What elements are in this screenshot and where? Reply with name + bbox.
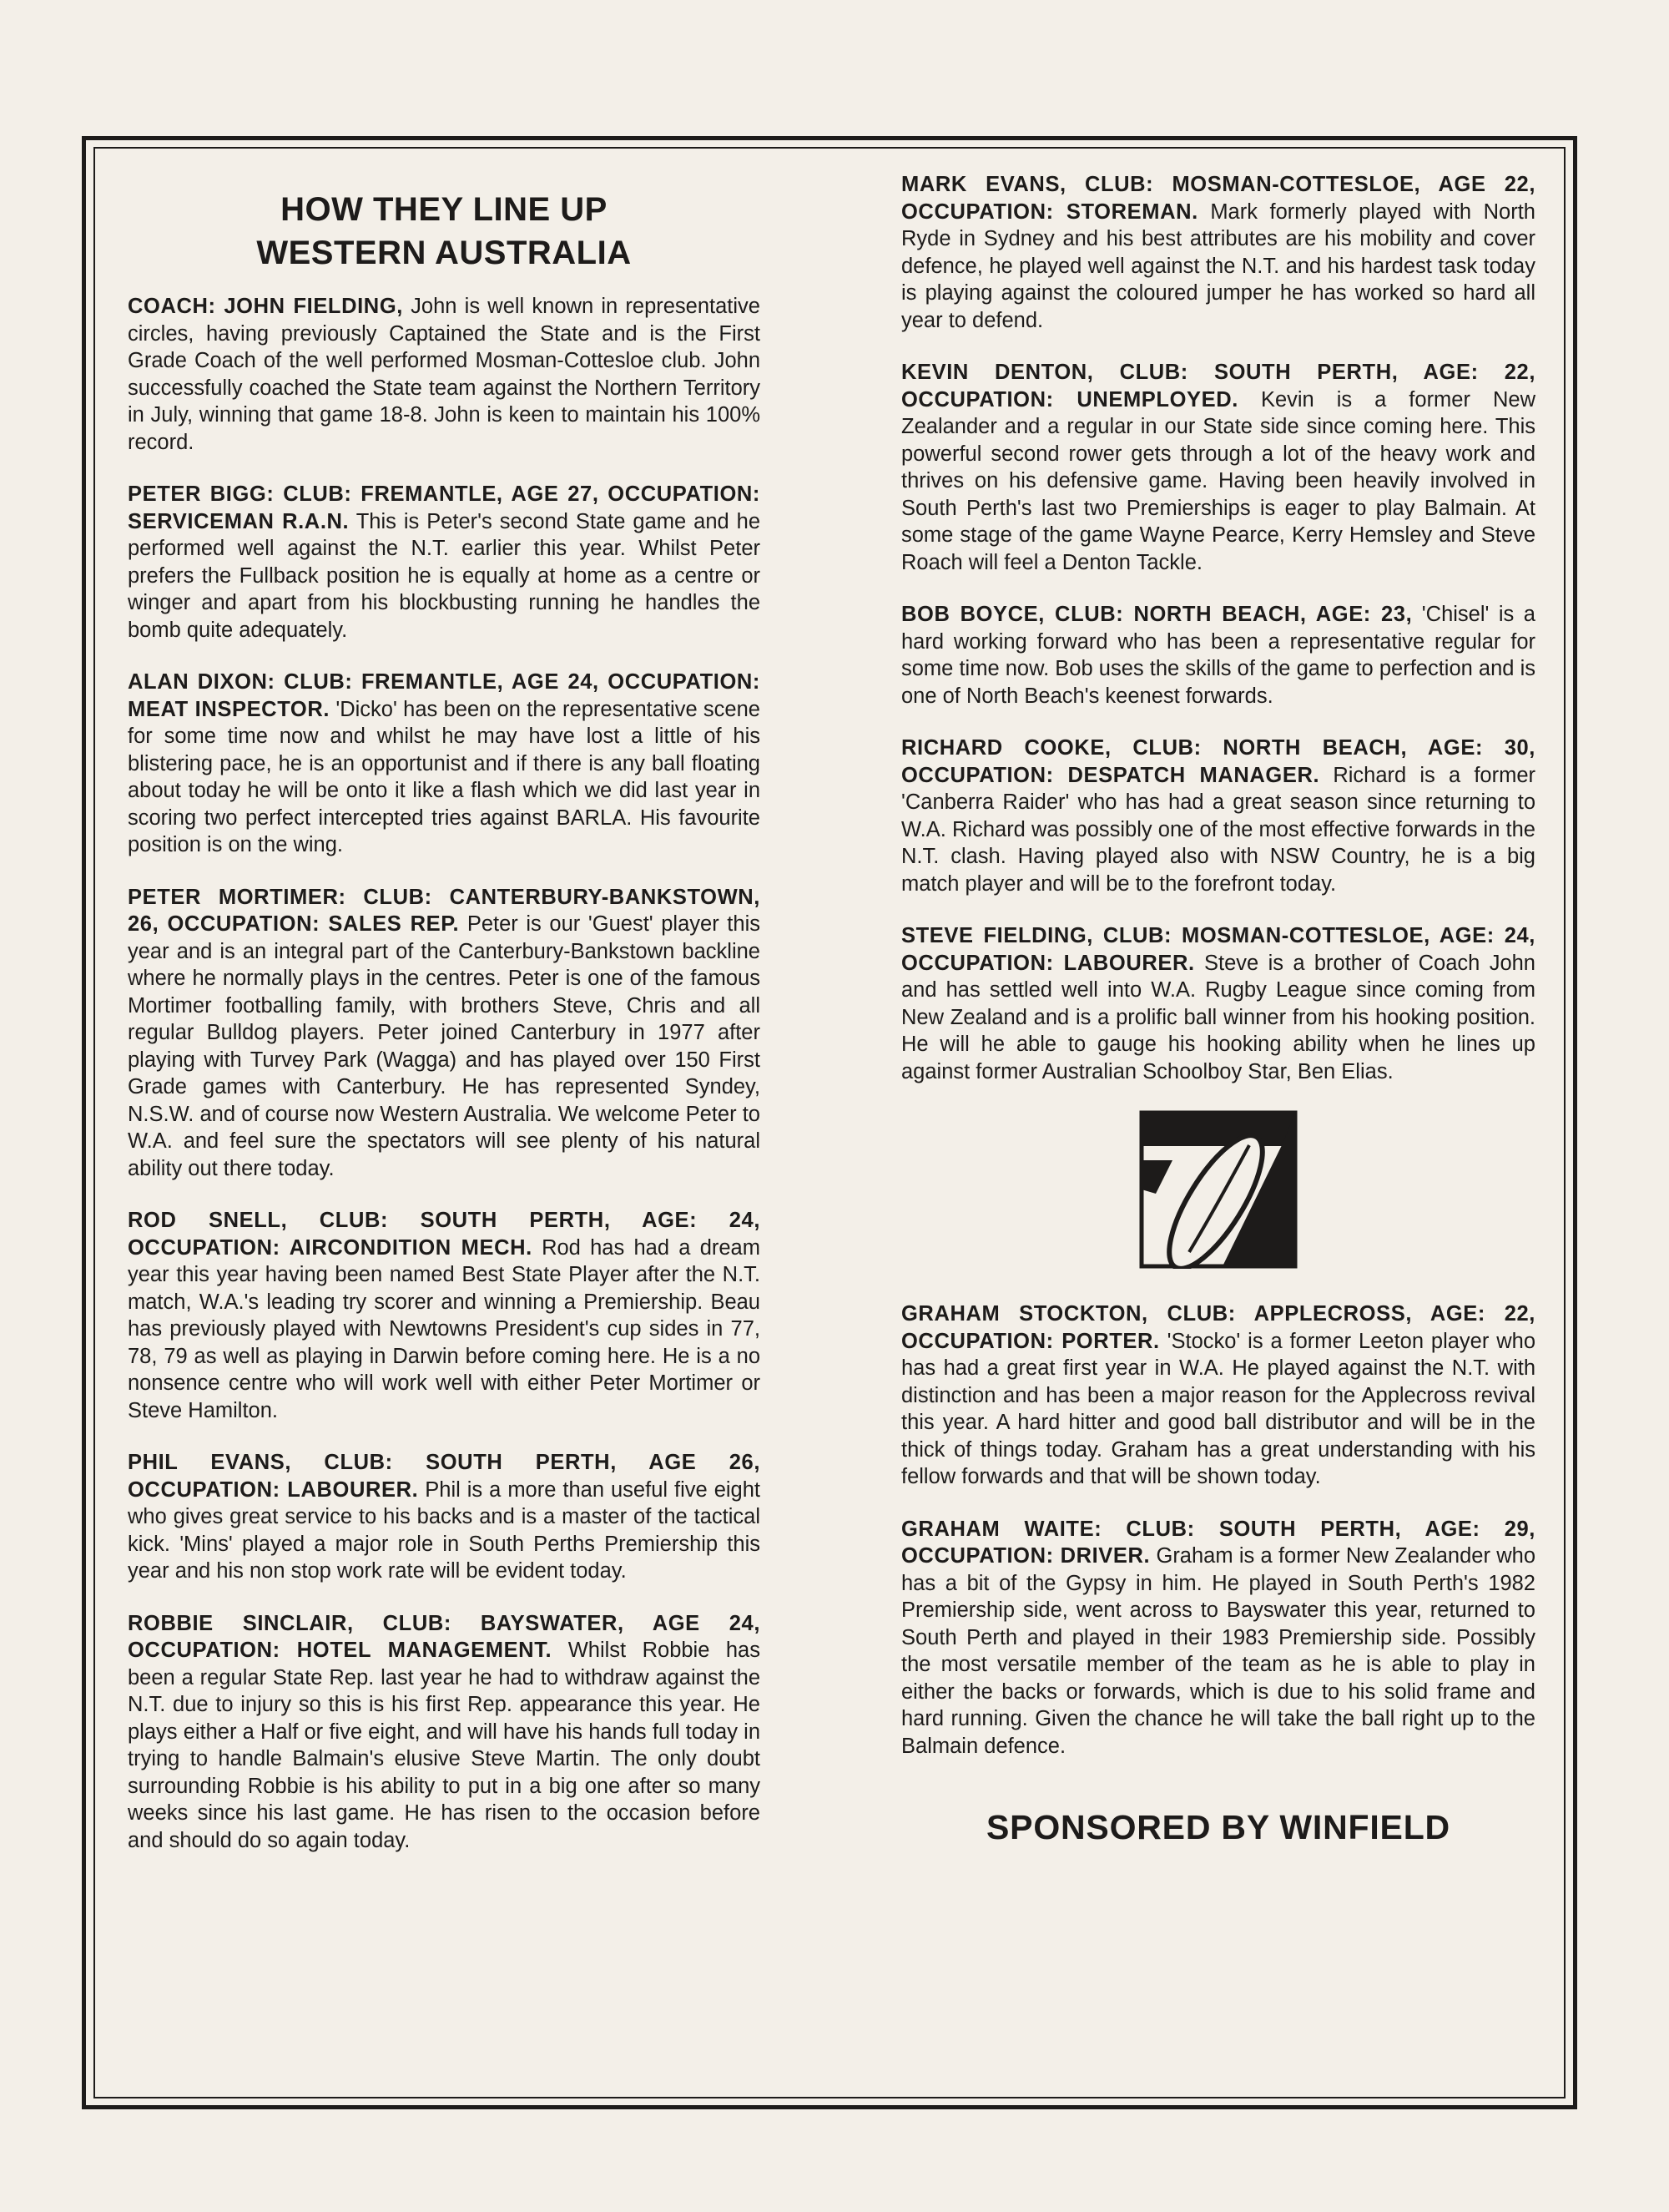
page-headline [128,188,760,275]
entry-heading: ROBBIE SINCLAIR, CLUB: BAYSWATER, AGE 24, OCCUPATION: HOTEL MANAGEMENT. [128,1611,760,1662]
entry-body: Phil is a more than useful five eight who gives great service to his backs and is a master of the tactical kick. 'Mins' played a major role in South Perths Premiership this year and his non stop work rate will be evident today. [128,1477,760,1583]
player-entry-alan-dixon [128,669,760,859]
winfield-rugby-ball-logo-icon [1139,1110,1298,1269]
player-entry-coach [128,293,760,456]
entry-heading: PHIL EVANS, CLUB: SOUTH PERTH, AGE 26, OCCUPATION: LABOURER. [128,1451,760,1502]
entry-body: 'Chisel' is a hard working forward who has been a representative regular for some time now. Bob uses the skills of the game to perfection and is one of North Beach's keenest forwards. [901,603,1535,708]
entry-heading: ROD SNELL, CLUB: SOUTH PERTH, AGE: 24, OCCUPATION: AIRCONDITION MECH. [128,1209,760,1260]
entry-heading: GRAHAM STOCKTON, CLUB: APPLECROSS, AGE: 22, OCCUPATION: PORTER. [901,1302,1535,1353]
player-entry-kevin-denton [901,359,1535,576]
player-entry-rod-snell [128,1207,760,1424]
entry-body: Peter is our 'Guest' player this year and is an integral part of the Canterbury-Bankstown backline where he normally plays in the centres. Peter is one of the famous Mortimer footballing family, with brothers Steve, Chris and all regular Bulldog players. Peter joined Canterbury in 1977 after playing with Turvey Park (Wagga) and has played over 150 First Grade games with Canterbury. He has represented Syndey, N.S.W. and of course now Western Australia. We welcome Peter to W.A. and feel sure the spectators will see plenty of his natural ability out there today. [128,912,760,1180]
player-entry-peter-bigg [128,481,760,644]
player-entry-richard-cooke [901,735,1535,897]
right-column [901,171,1535,1848]
entry-heading: GRAHAM WAITE: CLUB: SOUTH PERTH, AGE: 29, OCCUPATION: DRIVER. [901,1517,1535,1568]
entry-body: John is well known in representative circles, having previously Captained the State and is the First Grade Coach of the well performed Mosman-Cottesloe club. John successfully coached the State team against the Northern Territory in July, winning that game 18-8. John is keen to maintain his 100% record. [128,295,760,454]
player-entry-mark-evans [901,171,1535,334]
player-entry-phil-evans [128,1449,760,1585]
entry-heading: BOB BOYCE, CLUB: NORTH BEACH, AGE: 23, [901,603,1413,626]
entry-heading: ALAN DIXON: CLUB: FREMANTLE, AGE 24, OCCUPATION: MEAT INSPECTOR. [128,670,760,721]
player-entry-steve-fielding [901,922,1535,1085]
entry-body: Steve is a brother of Coach John and has settled well into W.A. Rugby League since coming from New Zealand and is a prolific ball winner from his hooking position. He will he able to gauge his hooking ability when he lines up against former Australian Schoolboy Star, Ben Elias. [901,951,1535,1083]
entry-heading: PETER MORTIMER: CLUB: CANTERBURY-BANKSTOWN, 26, OCCUPATION: SALES REP. [128,885,760,936]
player-entry-graham-stockton [901,1300,1535,1491]
headline-line-2: WESTERN AUSTRALIA [256,235,632,271]
entry-heading: PETER BIGG: CLUB: FREMANTLE, AGE 27, OCCUPATION: SERVICEMAN R.A.N. [128,482,760,533]
player-entry-robbie-sinclair [128,1610,760,1855]
left-column [128,171,760,1879]
entry-body: Graham is a former New Zealander who has a bit of the Gypsy in him. He played in South Perth's 1982 Premiership side, went across to Bayswater this year, returned to South Perth and played in their 1983 Premiership side. Possibly the most versatile member of the team as he is able to play in either the backs or forwards, which is due to his solid frame and hard running. Given the chance he will take the ball right up to the Balmain defence. [901,1544,1536,1758]
entry-body: Rod has had a dream year this year having been named Best State Player after the N.T. match, W.A.'s leading try scorer and winning a Premiership. Beau has previously played with Newtowns President's cup sides in 77, 78, 79 as well as playing in Darwin before coming here. He is a no nonsence centre who will work well with either Peter Mortimer or Steve Hamilton. [128,1235,760,1422]
entry-body: 'Dicko' has been on the representative scene for some time now and whilst he may have lost a little of his blistering pace, he is an opportunist and if there is any ball floating about today he will be onto it like a flash which we did last year in scoring two perfect intercepted tries against BARLA. His favourite position is on the wing. [128,697,760,856]
entry-heading: KEVIN DENTON, CLUB: SOUTH PERTH, AGE: 22, OCCUPATION: UNEMPLOYED. [901,361,1535,412]
entry-heading: RICHARD COOKE, CLUB: NORTH BEACH, AGE: 30, OCCUPATION: DESPATCH MANAGER. [901,736,1535,787]
entry-heading: STEVE FIELDING, CLUB: MOSMAN-COTTESLOE, AGE: 24, OCCUPATION: LABOURER. [901,924,1535,975]
entry-body: Mark formerly played with North Ryde in Sydney and his best attributes are his mobility and cover defence, he played well against the N.T. and his hardest task today is playing against the coloured jumper he has worked so hard all year to defend. [901,199,1535,332]
sponsor-line: SPONSORED BY WINFIELD [986,1808,1450,1846]
entry-body: Kevin is a former New Zealander and a regular in our State side since coming here. This powerful second rower gets through a lot of the heavy work and thrives on his defensive game. Having been heavily involved in South Perth's last two Premierships is eager to play Balmain. At some stage of the game Wayne Pearce, Kerry Hemsley and Steve Roach will feel a Denton Tackle. [901,387,1535,574]
entry-body: Whilst Robbie has been a regular State Rep. last year he had to withdraw against the N.T. due to injury so this is his first Rep. appearance this year. He plays either a Half or five eight, and will have his hands full today in trying to handle Balmain's elusive Steve Martin. The only doubt surrounding Robbie is his ability to put in a big one after so many weeks since his last game. He has risen to the occasion before and should do so again today. [128,1639,760,1852]
entry-heading: MARK EVANS, CLUB: MOSMAN-COTTESLOE, AGE 22, OCCUPATION: STOREMAN. [901,173,1535,224]
entry-body: This is Peter's second State game and he performed well against the N.T. earlier this year. Whilst Peter prefers the Fullback position he is equally at home as a centre or winger and apart from his blockbusting running he handles the bomb quite adequately. [128,509,760,642]
entry-body: Richard is a former 'Canberra Raider' who has had a great season since returning to W.A. Richard was possibly one of the most effective forwards in the N.T. clash. Having played also with NSW Country, he is a big match player and will be to the forefront today. [901,763,1535,896]
entry-heading: COACH: JOHN FIELDING, [128,295,403,318]
player-entry-graham-waite [901,1516,1535,1760]
headline-line-1: HOW THEY LINE UP [280,191,608,228]
player-entry-peter-mortimer [128,884,760,1183]
entry-body: 'Stocko' is a former Leeton player who has had a great first year in W.A. He played against the N.T. with distinction and has been a major reason for the Applecross revival this year. A hard hitter and good ball distributor and will be in the thick of things today. Graham has a great understanding with his fellow forwards and that will be shown today. [901,1329,1535,1488]
player-entry-bob-boyce [901,601,1535,710]
